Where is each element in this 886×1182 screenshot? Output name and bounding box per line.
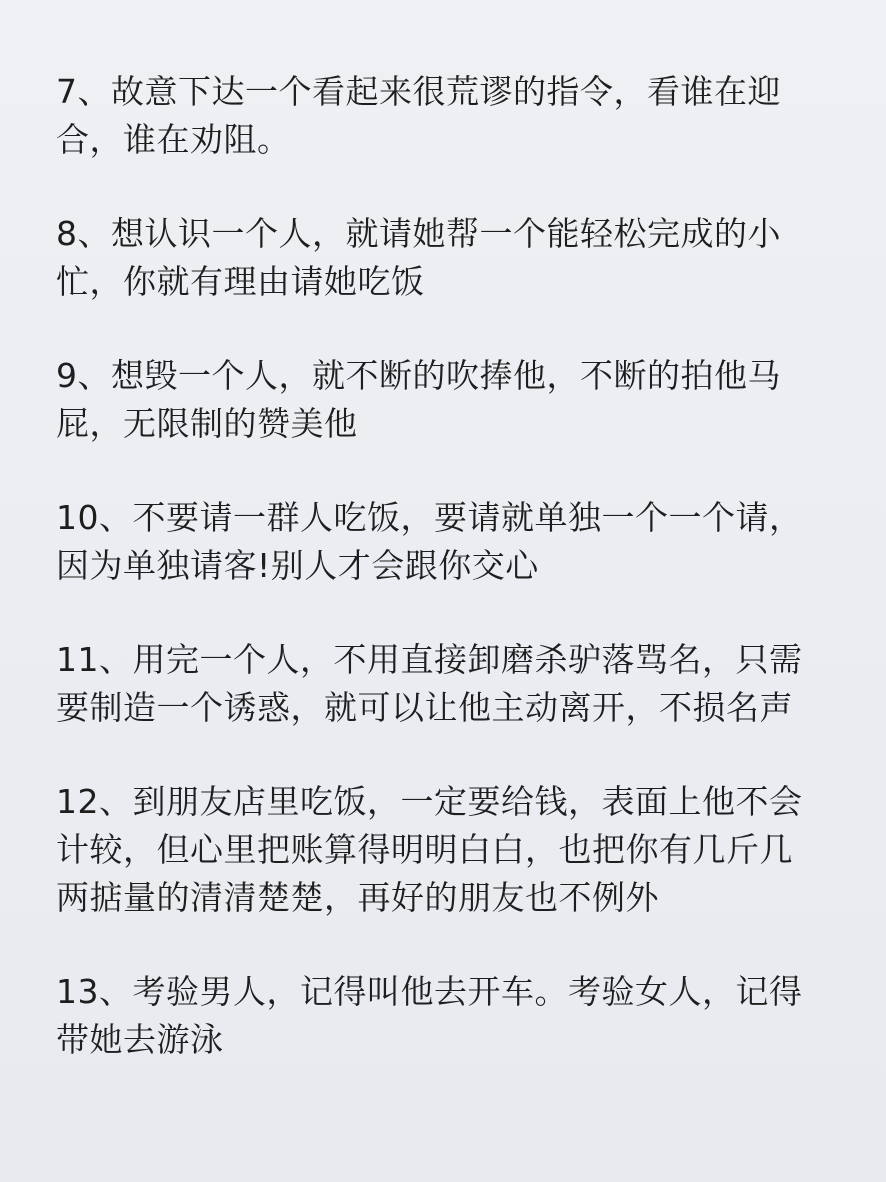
- tip-line: 屁，无限制的赞美他: [56, 404, 358, 443]
- tip-line: 10、不要请一群人吃饭，要请就单独一个一个请，: [56, 498, 803, 537]
- tip-item-10: [56, 494, 846, 590]
- tip-line: 两掂量的清清楚楚，再好的朋友也不例外: [56, 878, 659, 917]
- tip-line: 计较，但心里把账算得明明白白，也把你有几斤几: [56, 830, 793, 869]
- tip-line: 12、到朋友店里吃饭，一定要给钱，表面上他不会: [56, 782, 803, 821]
- tip-item-7: [56, 68, 846, 164]
- tip-line: 合，谁在劝阻。: [56, 120, 291, 159]
- tip-line: 8、想认识一个人，就请她帮一个能轻松完成的小: [56, 214, 781, 253]
- tip-item-9: [56, 352, 846, 448]
- tip-line: 忙，你就有理由请她吃饭: [56, 262, 425, 301]
- tip-item-11: [56, 636, 846, 732]
- tip-line: 要制造一个诱惑，就可以让他主动离开，不损名声: [56, 688, 793, 727]
- tip-line: 带她去游泳: [56, 1020, 224, 1059]
- tip-line: 11、用完一个人，不用直接卸磨杀驴落骂名，只需: [56, 640, 803, 679]
- tip-item-12: [56, 778, 846, 922]
- tip-line: 因为单独请客!别人才会跟你交心: [56, 546, 539, 585]
- tip-line: 9、想毁一个人，就不断的吹捧他，不断的拍他马: [56, 356, 781, 395]
- tip-line: 7、故意下达一个看起来很荒谬的指令，看谁在迎: [56, 72, 781, 111]
- tip-item-13: [56, 968, 846, 1064]
- tip-line: 13、考验男人，记得叫他去开车。考验女人，记得: [56, 972, 803, 1011]
- tip-item-8: [56, 210, 846, 306]
